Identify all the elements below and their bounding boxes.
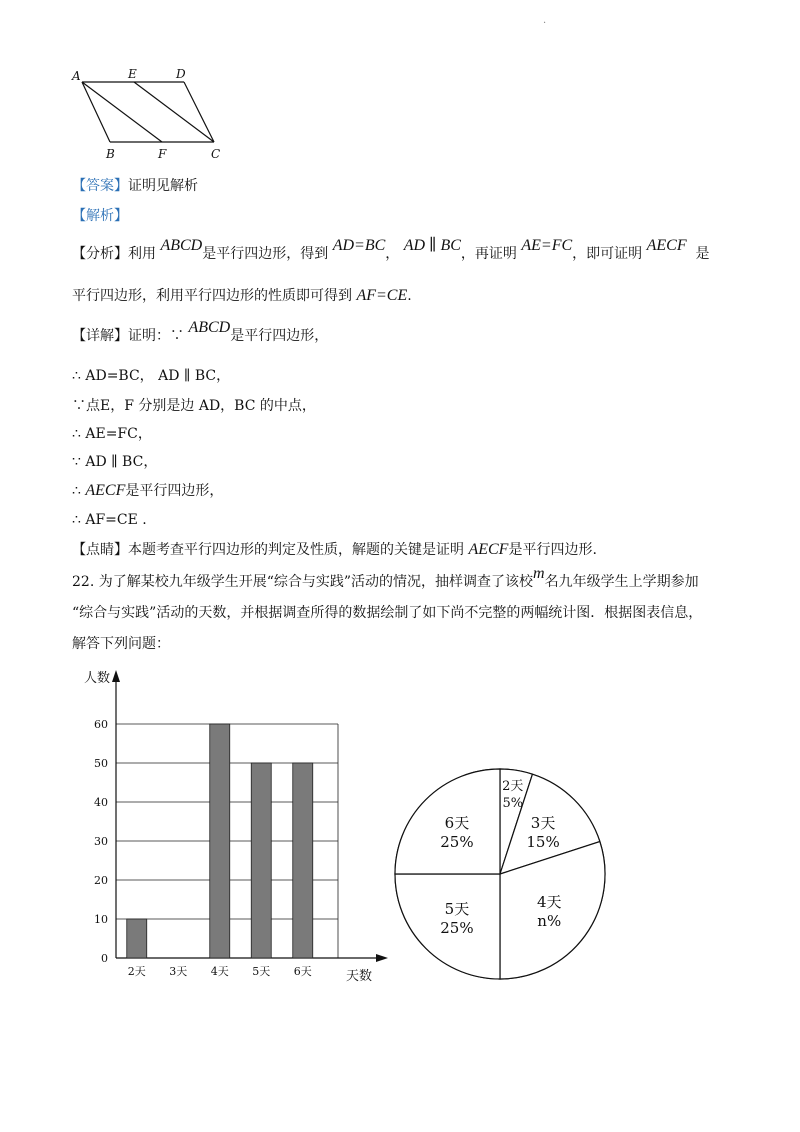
y-tick-label: 30 xyxy=(94,835,108,848)
parallelogram-figure xyxy=(70,62,230,162)
slice-percent: n% xyxy=(537,911,562,930)
detail-text: 是平行四边形， xyxy=(230,328,329,344)
analysis-heading xyxy=(72,206,742,226)
x-tick-label: 6天 xyxy=(293,965,312,978)
math-ad-eq-bc: AD=BC xyxy=(332,237,386,254)
slice-label: 4天 xyxy=(536,892,562,911)
fenxi-text: 利用 xyxy=(128,246,156,262)
y-tick-label: 50 xyxy=(94,757,108,770)
math-abcd: ABCD xyxy=(160,237,203,254)
step-text: 是平行四边形， xyxy=(125,483,224,499)
comment-line xyxy=(72,540,742,560)
detail-line-1 xyxy=(72,319,742,346)
point-label-f: F xyxy=(158,147,167,161)
point-label-a: A xyxy=(72,69,81,83)
x-tick-label: 2天 xyxy=(127,965,146,978)
step-6: ∴ AF=CE . xyxy=(72,512,147,528)
page-mark: · xyxy=(543,18,547,29)
fenxi-text: ，即可证明 xyxy=(572,246,643,262)
y-axis-label: 人数 xyxy=(84,671,111,686)
comment-tag: 【点睛】 xyxy=(72,542,128,558)
step-2: ∵点E，F 分别是边 AD，BC 的中点， xyxy=(72,398,316,414)
math-ad-parallel-bc: AD ∥ BC xyxy=(403,237,461,254)
y-tick-label: 60 xyxy=(94,718,108,731)
question-text: 22. 为了解某校九年级学生开展“综合与实践”活动的情况，抽样调查了该校 xyxy=(72,574,534,590)
bar xyxy=(293,763,313,958)
bar xyxy=(210,724,230,958)
bar xyxy=(127,919,147,958)
answer-tag: 【答案】 xyxy=(72,178,128,194)
x-axis-arrow xyxy=(376,954,388,962)
step-5 xyxy=(72,481,742,501)
math-aecf: AECF xyxy=(85,482,126,499)
bar-chart xyxy=(84,670,388,984)
y-tick-label: 20 xyxy=(94,874,108,887)
therefore-symbol: ∴ xyxy=(72,483,81,499)
bar xyxy=(251,763,271,958)
point-label-e: E xyxy=(128,67,137,81)
math-aecf: AECF xyxy=(646,237,687,254)
pie-chart xyxy=(395,769,605,979)
y-tick-label: 0 xyxy=(101,952,108,965)
slice-percent: 25% xyxy=(440,832,474,851)
x-tick-label: 4天 xyxy=(210,965,229,978)
slice-label: 2天 xyxy=(502,779,524,795)
detail-tag: 【详解】 xyxy=(72,328,128,344)
y-tick-label: 10 xyxy=(94,913,108,926)
question-22-line-3: 解答下列问题： xyxy=(72,636,170,652)
fenxi-line-2 xyxy=(72,286,742,306)
fenxi-text: ，再证明 xyxy=(460,246,517,262)
detail-text: 证明：∵ xyxy=(128,328,184,344)
slice-percent: 25% xyxy=(440,919,474,938)
math-af-eq-ce: AF=CE xyxy=(356,287,408,304)
math-abcd: ABCD xyxy=(188,319,231,336)
slice-percent: 5% xyxy=(502,796,524,812)
slice-label: 3天 xyxy=(530,813,556,832)
fenxi-text: 平行四边形，利用平行四边形的性质即可得到 xyxy=(72,288,352,304)
fenxi-line-1 xyxy=(72,237,742,264)
step-4: ∵ AD ∥ BC， xyxy=(72,454,158,470)
fenxi-text: ， xyxy=(385,246,400,262)
x-tick-label: 3天 xyxy=(169,965,188,978)
step-3: ∴ AE=FC， xyxy=(72,426,152,442)
x-axis-label: 天数 xyxy=(346,969,373,984)
fenxi-text: 是 xyxy=(695,246,710,262)
answer-line xyxy=(72,176,742,196)
comment-text: 是平行四边形. xyxy=(508,542,597,558)
y-tick-label: 40 xyxy=(94,796,108,809)
question-text: 名九年级学生上学期参加 xyxy=(544,574,699,590)
math-ae-eq-fc: AE=FC xyxy=(521,237,573,254)
comment-text: 本题考查平行四边形的判定及性质，解题的关键是证明 xyxy=(128,542,464,558)
question-22-line-1 xyxy=(72,565,742,592)
slice-percent: 15% xyxy=(526,832,560,851)
period: . xyxy=(407,288,412,304)
fenxi-text: 是平行四边形，得到 xyxy=(202,246,329,262)
point-label-b: B xyxy=(106,147,115,161)
step-1: ∴ AD=BC， AD ∥ BC， xyxy=(72,368,231,384)
slice-label: 6天 xyxy=(444,813,470,832)
question-22-line-2: “综合与实践”活动的天数，并根据调查所得的数据绘制了如下尚不完整的两幅统计图．根据图表信息， xyxy=(72,605,703,621)
y-axis-arrow xyxy=(112,670,120,682)
point-label-d: D xyxy=(176,67,186,81)
math-m: m xyxy=(533,565,545,582)
point-label-c: C xyxy=(211,147,221,161)
fenxi-tag: 【分析】 xyxy=(72,246,128,262)
math-aecf: AECF xyxy=(468,541,509,558)
x-tick-label: 5天 xyxy=(252,965,271,978)
slice-label: 5天 xyxy=(444,900,470,919)
analysis-tag: 【解析】 xyxy=(72,208,128,224)
answer-text: 证明见解析 xyxy=(128,178,198,194)
statistics-charts xyxy=(70,660,630,1000)
